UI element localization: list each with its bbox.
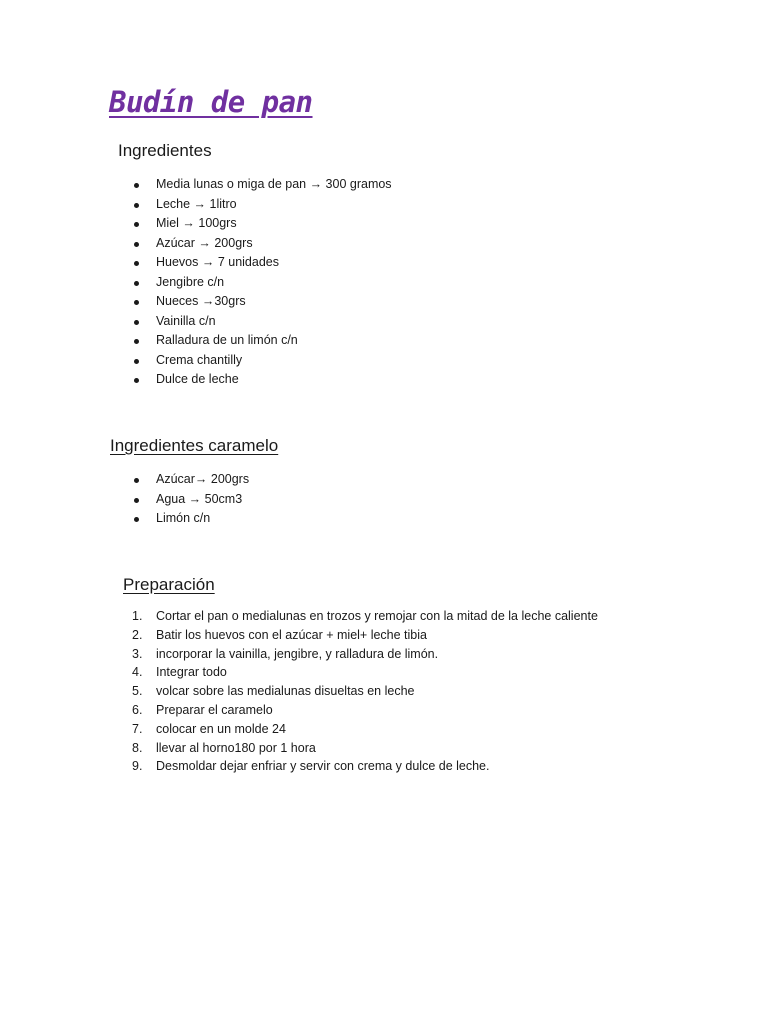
step-number: 2. [132, 627, 143, 642]
list-item: Media lunas o miga de pan → 300 gramos [156, 175, 392, 195]
ingredientes-heading: Ingredientes [118, 141, 212, 160]
preparacion-steps [132, 607, 598, 776]
step-number: 3. [132, 646, 143, 661]
step-number: 5. [132, 684, 143, 699]
step-number: 6. [132, 702, 143, 717]
ingredientes-list [156, 175, 392, 390]
step-text: Desmoldar dejar enfriar y servir con crema y dulce de leche. [156, 759, 490, 774]
step-item [132, 626, 598, 645]
step-number: 7. [132, 721, 143, 736]
step-number: 9. [132, 759, 143, 774]
list-item: Agua → 50cm3 [156, 490, 249, 510]
step-item [132, 663, 598, 682]
step-item [132, 720, 598, 739]
list-item: Ralladura de un limón c/n [156, 331, 392, 351]
preparacion-heading: Preparación [123, 575, 215, 594]
step-item [132, 701, 598, 720]
step-number: 4. [132, 665, 143, 680]
step-text: Preparar el caramelo [156, 702, 273, 717]
step-item [132, 682, 598, 701]
list-item: Azúcar → 200grs [156, 234, 392, 254]
step-text: incorporar la vainilla, jengibre, y ralladura de limón. [156, 646, 439, 661]
caramelo-list [156, 470, 249, 529]
step-item [132, 757, 598, 776]
step-item [132, 739, 598, 758]
step-number: 1. [132, 609, 143, 623]
step-text: Integrar todo [156, 665, 227, 680]
list-item: Huevos → 7 unidades [156, 253, 392, 273]
step-text: Batir los huevos con el azúcar + miel+ leche tibia [156, 627, 427, 642]
list-item: Vainilla c/n [156, 312, 392, 332]
page-title: Budín de pan [109, 85, 313, 119]
list-item: Azúcar→ 200grs [156, 470, 249, 490]
list-item: Nueces →30grs [156, 292, 392, 312]
list-item: Dulce de leche [156, 370, 392, 390]
list-item: Leche → 1litro [156, 195, 392, 215]
list-item: Miel → 100grs [156, 214, 392, 234]
list-item: Jengibre c/n [156, 273, 392, 293]
step-item [132, 645, 598, 664]
step-text: colocar en un molde 24 [156, 721, 286, 736]
caramelo-heading: Ingredientes caramelo [110, 436, 279, 455]
list-item: Limón c/n [156, 509, 249, 529]
step-text: volcar sobre las medialunas disueltas en leche [156, 684, 415, 699]
step-number: 8. [132, 740, 143, 755]
step-item [132, 607, 598, 626]
step-text: Cortar el pan o medialunas en trozos y remojar con la mitad de la leche caliente [156, 609, 598, 623]
step-text: llevar al horno180 por 1 hora [156, 740, 316, 755]
list-item: Crema chantilly [156, 351, 392, 371]
